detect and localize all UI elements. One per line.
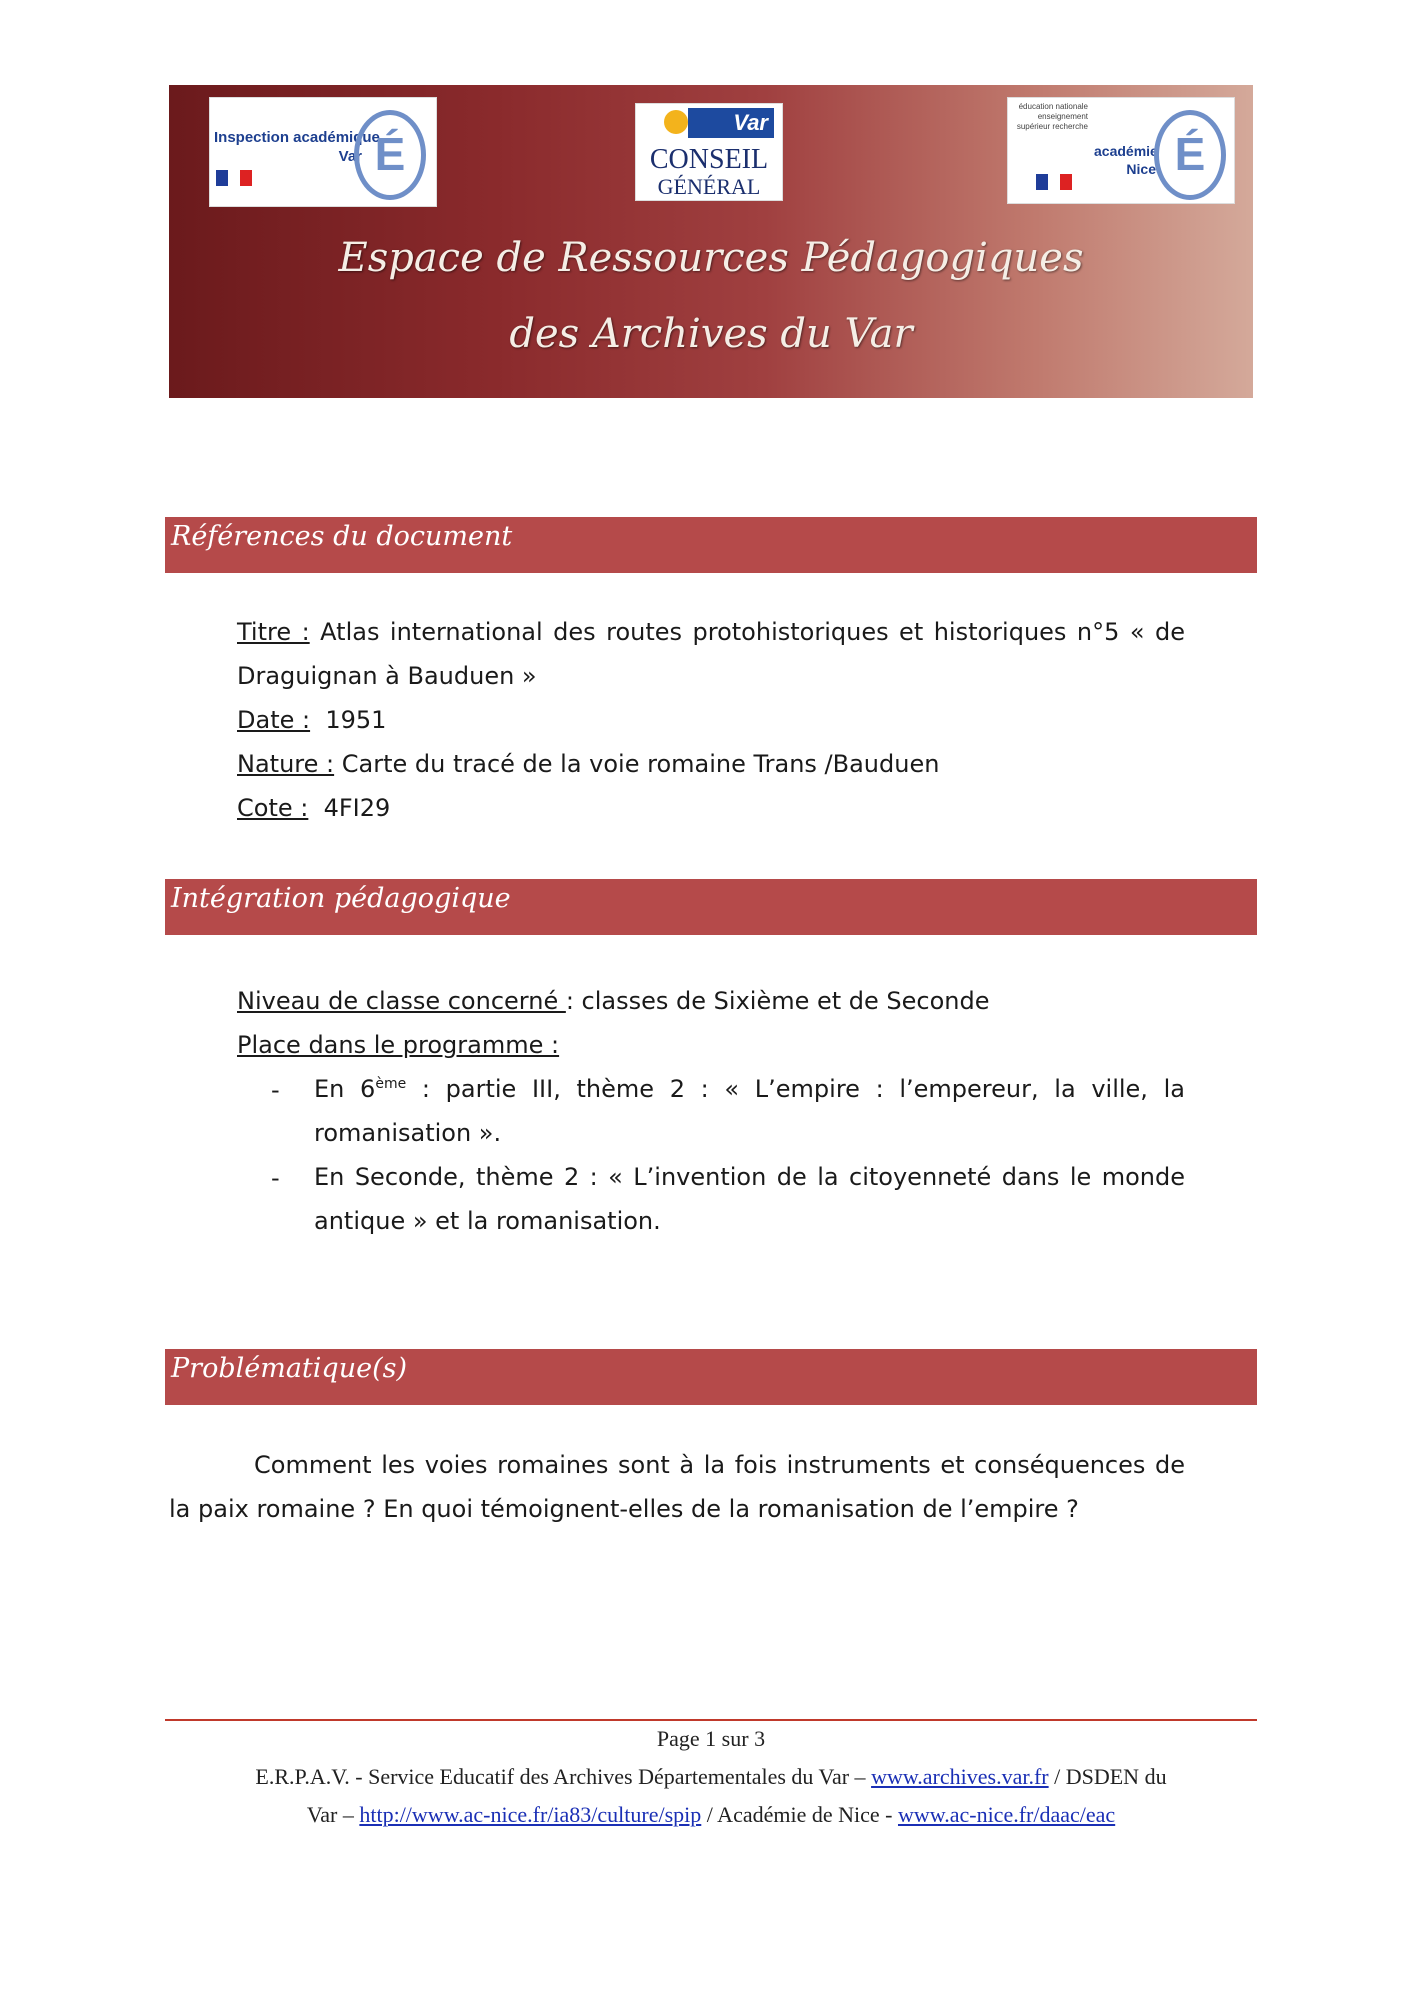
titre-label: Titre : [237, 618, 310, 646]
conseil-general-logo [635, 103, 783, 201]
bullet-dash: - [271, 1076, 280, 1104]
problematique-line2: la paix romaine ? En quoi témoignent-elles de la romanisation de l’empire ? [169, 1495, 1079, 1523]
titre-line1 [237, 610, 1185, 654]
place-label: Place dans le programme : [237, 1031, 560, 1059]
footer-dsden-text: / DSDEN du [1048, 1764, 1167, 1789]
inspection-academique-logo [209, 97, 437, 207]
date-label: Date : [237, 706, 311, 734]
niveau-value: : classes de Sixième et de Seconde [565, 987, 990, 1015]
bullet2-line1: En Seconde, thème 2 : « L’invention de la citoyenneté dans le monde [314, 1163, 1185, 1191]
section-heading-problematique: Problématique(s) [165, 1349, 1257, 1405]
sun-icon [664, 110, 688, 134]
header-banner [169, 85, 1253, 398]
bullet1-text: : partie III, thème 2 : « L’empire : l’empereur, la ville, la [406, 1075, 1185, 1103]
academie-nice-logo [1007, 97, 1235, 204]
ac-nice-ia83-link[interactable]: http://www.ac-nice.fr/ia83/culture/spip [359, 1802, 702, 1827]
date-value: 1951 [325, 706, 387, 734]
bullet1-sup: ème [375, 1076, 407, 1092]
section-heading-integration: Intégration pédagogique [165, 879, 1257, 935]
french-flag-icon [1036, 174, 1072, 190]
bullet1-line2: romanisation ». [314, 1119, 502, 1147]
place-line [237, 1023, 559, 1067]
logo-right-small-text: éducation nationale enseignement supérieur recherche [1016, 102, 1088, 131]
bullet-dash: - [271, 1164, 280, 1192]
footer-line1 [165, 1764, 1257, 1790]
section-heading-references: Références du document [165, 517, 1257, 573]
logo-right-line2: Nice [1126, 161, 1156, 177]
niveau-line [237, 979, 990, 1023]
bullet2-line2: antique » et la romanisation. [314, 1207, 661, 1235]
logo-mid-line2: GÉNÉRAL [657, 174, 761, 199]
niveau-label: Niveau de classe concerné [237, 987, 566, 1015]
archives-var-link[interactable]: www.archives.var.fr [871, 1764, 1049, 1789]
nature-label: Nature : [237, 750, 335, 778]
nature-value: Carte du tracé de la voie romaine Trans /Bauduen [341, 750, 940, 778]
e-mark-icon: É [354, 110, 426, 200]
footer-var-text: Var – [306, 1802, 360, 1827]
titre-line2: Draguignan à Bauduen » [237, 662, 537, 690]
banner-title-line1: Espace de Ressources Pédagogiques [338, 235, 1084, 281]
var-badge: Var [688, 108, 774, 138]
cote-value: 4FI29 [323, 794, 391, 822]
problematique-line1: Comment les voies romaines sont à la fois instruments et conséquences de [254, 1451, 1185, 1479]
cote-line [237, 786, 390, 830]
logo-mid-line1: CONSEIL [649, 144, 769, 175]
footer-academie-text: / Académie de Nice - [701, 1802, 898, 1827]
footer-line2 [165, 1802, 1257, 1828]
nature-line [237, 742, 939, 786]
logo-left-line2: Var [338, 148, 362, 165]
e-mark-icon: É [1154, 110, 1226, 200]
date-line [237, 698, 386, 742]
ac-nice-daac-link[interactable]: www.ac-nice.fr/daac/eac [897, 1802, 1116, 1827]
footer-service-text: E.R.P.A.V. - Service Educatif des Archives Départementales du Var – [255, 1764, 872, 1789]
banner-title-line2: des Archives du Var [509, 311, 913, 357]
bullet1-pre: En 6 [314, 1075, 376, 1103]
page-number: Page 1 sur 3 [656, 1726, 766, 1751]
titre-value-line1: Atlas international des routes protohistoriques et historiques n°5 « de [320, 618, 1185, 646]
logo-right-line1: académie [1094, 143, 1158, 159]
cote-label: Cote : [237, 794, 309, 822]
footer-rule [165, 1719, 1257, 1721]
french-flag-icon [216, 170, 252, 186]
bullet1-line1 [314, 1067, 1185, 1111]
logo-left-line1: Inspection académique [214, 129, 380, 146]
